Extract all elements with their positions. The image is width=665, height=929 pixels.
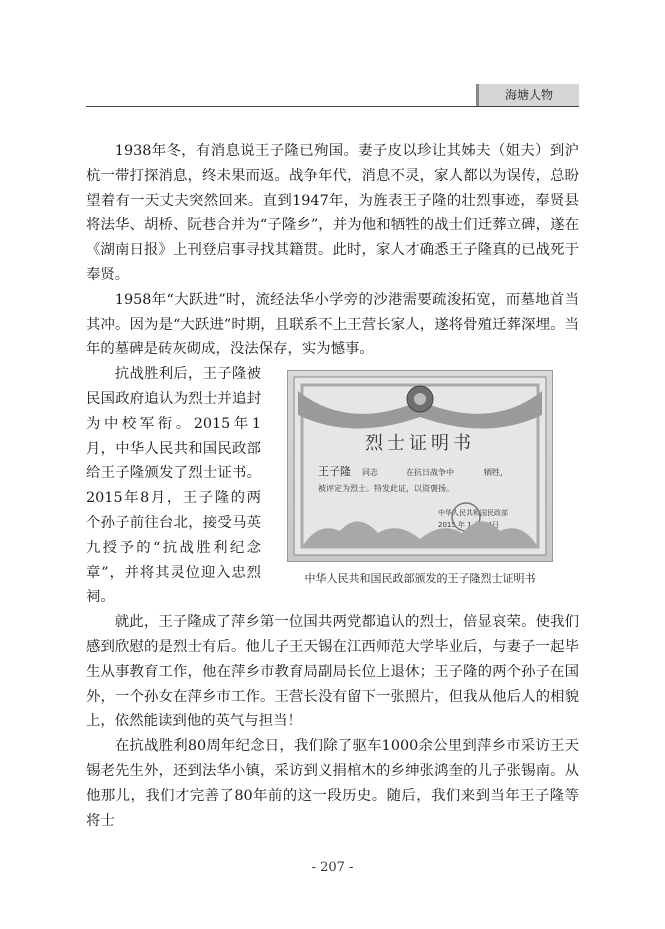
paragraph-with-figure bbox=[86, 362, 579, 610]
section-tag: 海塘人物 bbox=[476, 84, 579, 106]
paragraph-5: 在抗战胜利80周年纪念日，我们除了驱车1000余公里到萍乡市采访王天锡老先生外，还到法华小镇，采访到义捐棺木的乡绅张鸿奎的儿子张锡南。从他那儿，我们才完善了80年前的这一段历史。随后，我们来到当年王子隆等将士 bbox=[86, 738, 579, 829]
article-body bbox=[86, 139, 579, 833]
certificate-name: 王子隆 bbox=[318, 465, 351, 479]
side-column bbox=[86, 362, 261, 610]
svg-text:被评定为烈士。特发此证，以资褒扬。: 被评定为烈士。特发此证，以资褒扬。 bbox=[318, 484, 454, 494]
figure-caption: 中华人民共和国民政部颁发的王子隆烈士证明书 bbox=[304, 572, 536, 586]
svg-text:在抗日战争中: 在抗日战争中 bbox=[406, 468, 454, 478]
svg-text:同志: 同志 bbox=[362, 468, 378, 478]
paragraph-3: 抗战胜利后，王子隆被民国政府追认为烈士并追封为中校军衔。2015年1月，中华人民共和国民政部给王子隆颁发了烈士证书。2015年8月，王子隆的两个孙子前往台北，接受马英九授予的“抗战胜利纪念章”，并将其灵位迎入忠烈祠。 bbox=[86, 366, 261, 606]
svg-text:牺牲，: 牺牲， bbox=[484, 468, 508, 478]
certificate-figure bbox=[261, 362, 579, 586]
paragraph-2: 1958年“大跃进”时，流经法华小学旁的沙港需要疏浚拓宽，而墓地首当其冲。因为是“大跃进”时期，且联系不上王营长家人，遂将骨殖迁葬深埋。当年的墓碑是砖灰砌成，没法保存，实为憾事。 bbox=[86, 291, 579, 358]
certificate-illustration bbox=[288, 371, 552, 561]
page-number: - 207 - bbox=[311, 860, 354, 875]
certificate-photo bbox=[287, 370, 553, 562]
certificate-title: 烈士证明书 bbox=[365, 433, 475, 455]
running-header bbox=[86, 84, 579, 107]
svg-text:中华人民共和国民政部: 中华人民共和国民政部 bbox=[438, 509, 508, 518]
paragraph-4: 就此，王子隆成了萍乡第一位国共两党都追认的烈士，倍显哀荣。使我们感到欣慰的是烈士有后。他儿子王天锡在江西师范大学毕业后，与妻子一起毕生从事教育工作，他在萍乡市教育局副局长位上退休；王子隆的两个孙子在国外，一个孙女在萍乡市工作。王营长没有留下一张照片，但我从他后人的相貌上，依然能读到他的英气与担当！ bbox=[86, 614, 579, 730]
paragraph-1: 1938年冬，有消息说王子隆已殉国。妻子皮以珍让其姊夫（姐夫）到沪杭一带打探消息，终未果而返。战争年代，消息不灵，家人都以为误传，总盼望着有一天丈夫突然回来。直到1947年，为旌表王子隆的壮烈事迹，奉贤县将法华、胡桥、阮巷合并为“子隆乡”，并为他和牺牲的战士们迁葬立碑，遂在《湖南日报》上刊登启事寻找其籍贯。此时，家人才确悉王子隆真的已战死于奉贤。 bbox=[86, 143, 579, 283]
svg-text:2015 年 1 月 14日: 2015 年 1 月 14日 bbox=[438, 521, 500, 530]
